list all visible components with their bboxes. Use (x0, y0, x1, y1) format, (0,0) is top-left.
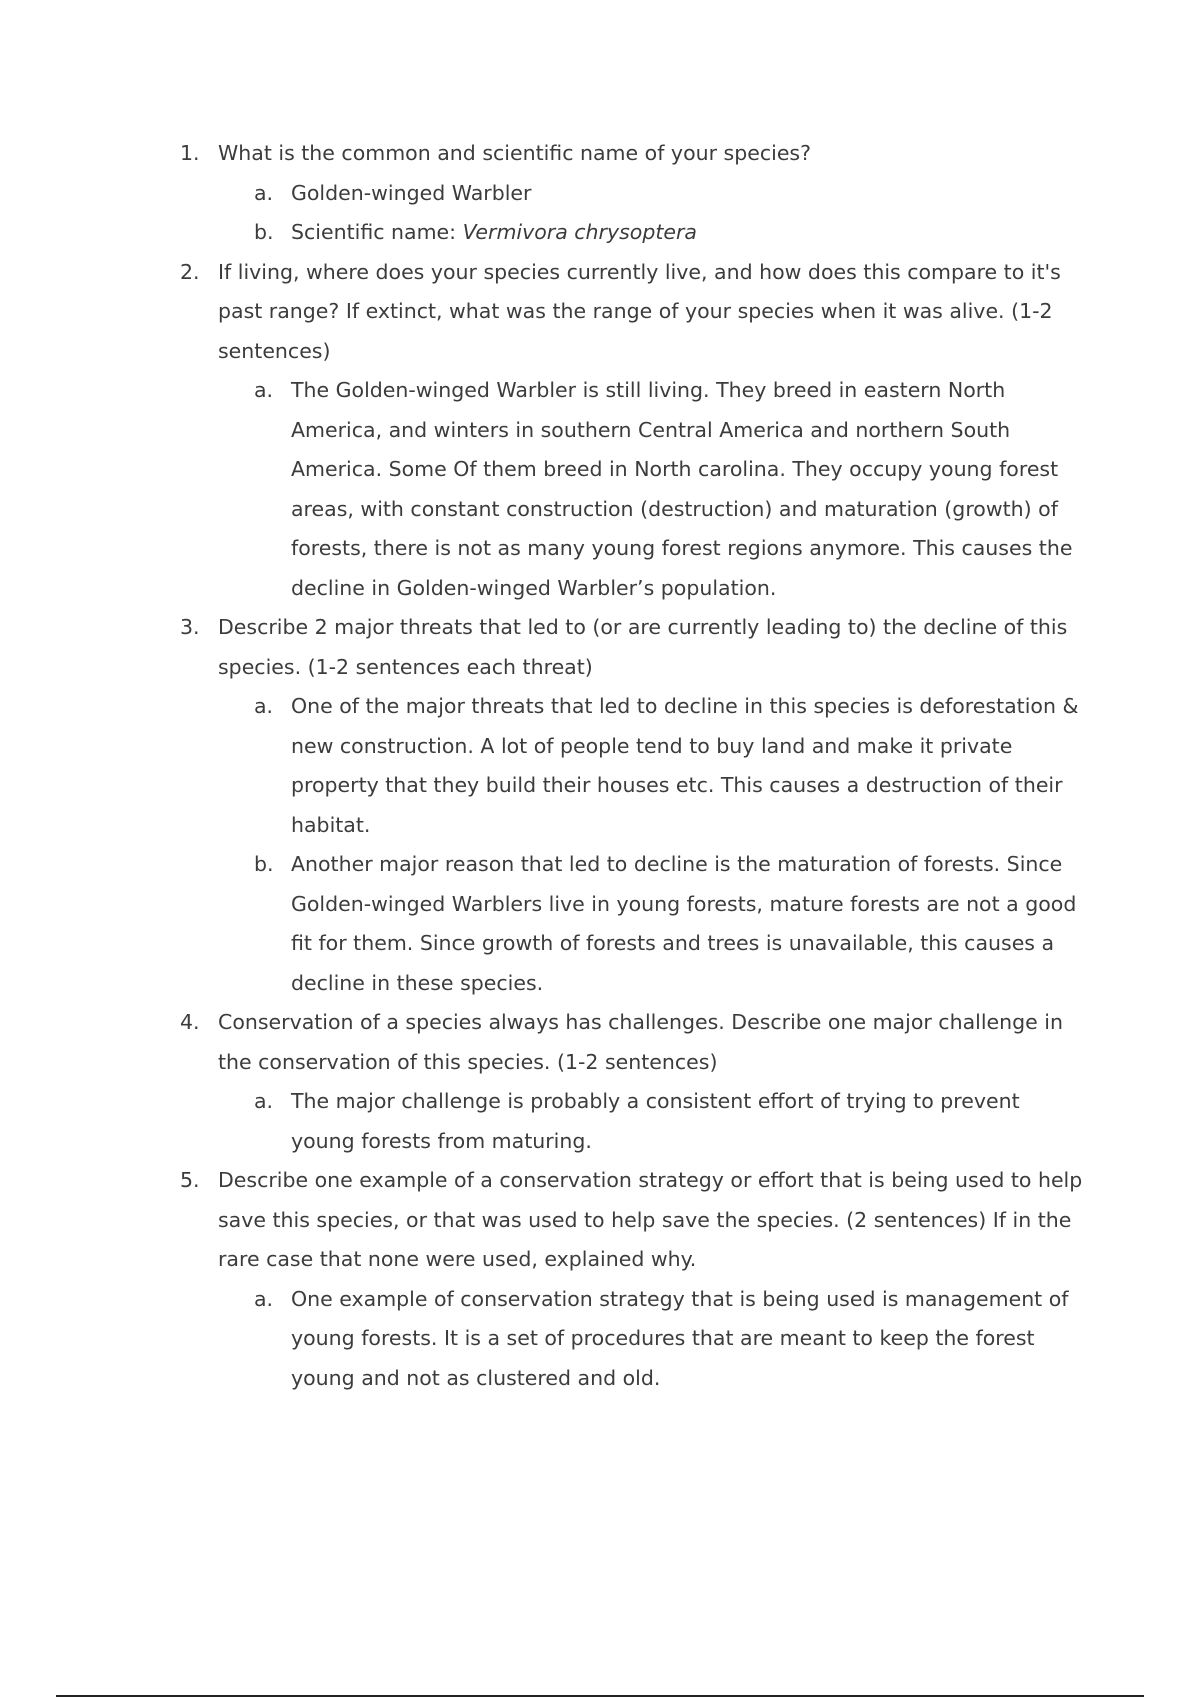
question-text: Describe 2 major threats that led to (or are currently leading to) the decline of this species. (1-2 sentences each threat) (218, 615, 1068, 679)
question-item-1 (180, 134, 1085, 253)
answer-text: The Golden-winged Warbler is still living. They breed in eastern North America, and winters in southern Central America and northern South America. Some Of them breed in North carolina. They occupy young forest areas, with constant construction (destruction) and maturation (growth) of forests, there is not as many young forest regions anymore. This causes the decline in Golden-winged Warbler’s population. (291, 378, 1073, 600)
question-number: 4. (180, 1010, 200, 1034)
answer-text: The major challenge is probably a consistent effort of trying to prevent young forests from maturing. (291, 1089, 1020, 1153)
question-number: 3. (180, 615, 200, 639)
scientific-name: Vermivora chrysoptera (462, 220, 697, 244)
answer-list (218, 174, 1085, 253)
question-number: 5. (180, 1168, 200, 1192)
question-text: What is the common and scientific name of your species? (218, 141, 811, 165)
question-text: If living, where does your species currently live, and how does this compare to it's past range? If extinct, what was the range of your species when it was alive. (1-2 sentences) (218, 259, 1061, 363)
answer-letter: a. (254, 1286, 274, 1311)
answer-text (291, 213, 1085, 253)
question-number: 1. (180, 141, 200, 165)
answer-item (218, 1280, 1085, 1399)
answer-letter: a. (254, 180, 274, 205)
answer-text: One example of conservation strategy that is being used is management of young forests. It is a set of procedures that are meant to keep the forest young and not as clustered and old. (291, 1286, 1069, 1390)
question-item-5 (180, 1161, 1085, 1398)
answer-item (218, 687, 1085, 845)
scientific-name-label: Scientific name: (291, 220, 463, 244)
answer-list (218, 371, 1085, 608)
answer-letter: a. (254, 1089, 274, 1113)
answer-letter: b. (254, 852, 274, 876)
answer-item (218, 174, 1085, 214)
answer-text: One of the major threats that led to decline in this species is deforestation & new construction. A lot of people tend to buy land and make it private property that they build their houses etc. This causes a destruction of their habitat. (291, 694, 1079, 837)
answer-item (218, 371, 1085, 608)
answer-letter: b. (254, 220, 274, 244)
answer-letter: a. (254, 694, 274, 718)
footer-divider (56, 1695, 1144, 1697)
answer-item (218, 213, 1085, 253)
answer-item (218, 845, 1085, 1003)
answer-list (218, 687, 1085, 1003)
answer-text: Another major reason that led to decline is the maturation of forests. Since Golden-winged Warblers live in young forests, mature forests are not a good fit for them. Since growth of forests and trees is unavailable, this causes a decline in these species. (291, 852, 1077, 995)
question-item-2 (180, 253, 1085, 609)
question-text: Describe one example of a conservation strategy or effort that is being used to help save this species, or that was used to help save the species. (2 sentences) If in the rare case that none were used, explained why. (218, 1168, 1083, 1271)
question-number: 2. (180, 259, 200, 284)
answer-item (218, 1082, 1085, 1161)
answer-text: Golden-winged Warbler (291, 180, 532, 205)
question-item-3 (180, 608, 1085, 1003)
answer-list (218, 1082, 1085, 1161)
question-item-4 (180, 1003, 1085, 1161)
answer-letter: a. (254, 378, 274, 402)
question-text: Conservation of a species always has challenges. Describe one major challenge in the conservation of this species. (1-2 sentences) (218, 1010, 1063, 1074)
answer-list (218, 1280, 1085, 1399)
question-list (180, 134, 1085, 1398)
